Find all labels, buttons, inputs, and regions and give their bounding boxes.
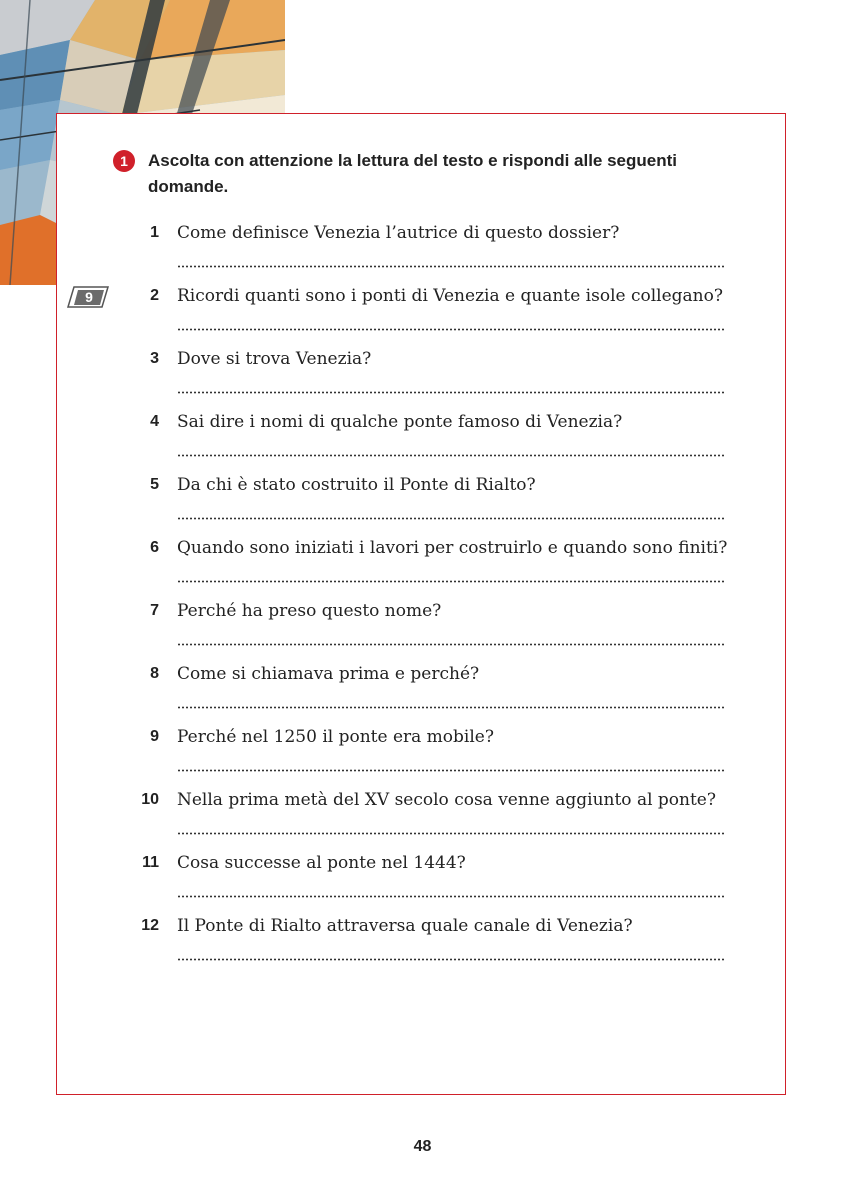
question-number: 11 [142,854,159,871]
exercise-number: 1 [113,150,135,172]
question-text: Sai dire i nomi di qualche ponte famoso di Venezia? [177,412,623,432]
answer-line[interactable] [177,706,726,709]
question-item [0,347,845,410]
question-item [0,788,845,851]
question-text: Perché ha preso questo nome? [177,601,442,621]
question-text: Cosa successe al ponte nel 1444? [177,853,466,873]
question-text: Il Ponte di Rialto attraversa quale canale di Venezia? [177,916,633,936]
answer-line[interactable] [177,895,726,898]
exercise-instruction: Ascolta con attenzione la lettura del testo e rispondi alle seguenti domande. [148,151,678,196]
page-number: 48 [413,1138,432,1155]
question-number: 3 [150,350,159,367]
answer-line[interactable] [177,769,726,772]
question-item [0,284,845,347]
question-item [0,914,845,977]
question-item [0,851,845,914]
question-number: 6 [150,539,159,556]
question-item [0,662,845,725]
question-text: Perché nel 1250 il ponte era mobile? [177,727,494,747]
question-text: Da chi è stato costruito il Ponte di Rialto? [177,475,536,495]
question-item [0,725,845,788]
answer-line[interactable] [177,832,726,835]
answer-line[interactable] [177,391,726,394]
question-text: Dove si trova Venezia? [177,349,372,369]
audio-track-number: 9 [85,289,93,305]
answer-line[interactable] [177,580,726,583]
question-number: 2 [150,287,159,304]
question-number: 1 [150,224,159,241]
answer-line[interactable] [177,454,726,457]
question-number: 12 [141,917,159,934]
question-text: Nella prima metà del XV secolo cosa venne aggiunto al ponte? [177,790,716,810]
answer-line[interactable] [177,328,726,331]
question-item [0,221,845,284]
question-text: Come definisce Venezia l’autrice di questo dossier? [177,223,620,243]
answer-line[interactable] [177,265,726,268]
question-text: Come si chiamava prima e perché? [177,664,480,684]
question-number: 10 [141,791,159,808]
question-text: Quando sono iniziati i lavori per costruirlo e quando sono finiti? [177,538,728,558]
answer-line[interactable] [177,958,726,961]
question-item [0,473,845,536]
answer-line[interactable] [177,643,726,646]
question-item [0,536,845,599]
question-number: 9 [150,728,159,745]
question-number: 4 [150,413,159,430]
question-item [0,599,845,662]
question-number: 7 [150,602,159,619]
question-item [0,410,845,473]
question-number: 5 [150,476,159,493]
question-number: 8 [150,665,159,682]
answer-line[interactable] [177,517,726,520]
question-list [0,221,845,977]
question-text: Ricordi quanti sono i ponti di Venezia e quante isole collegano? [177,286,723,306]
